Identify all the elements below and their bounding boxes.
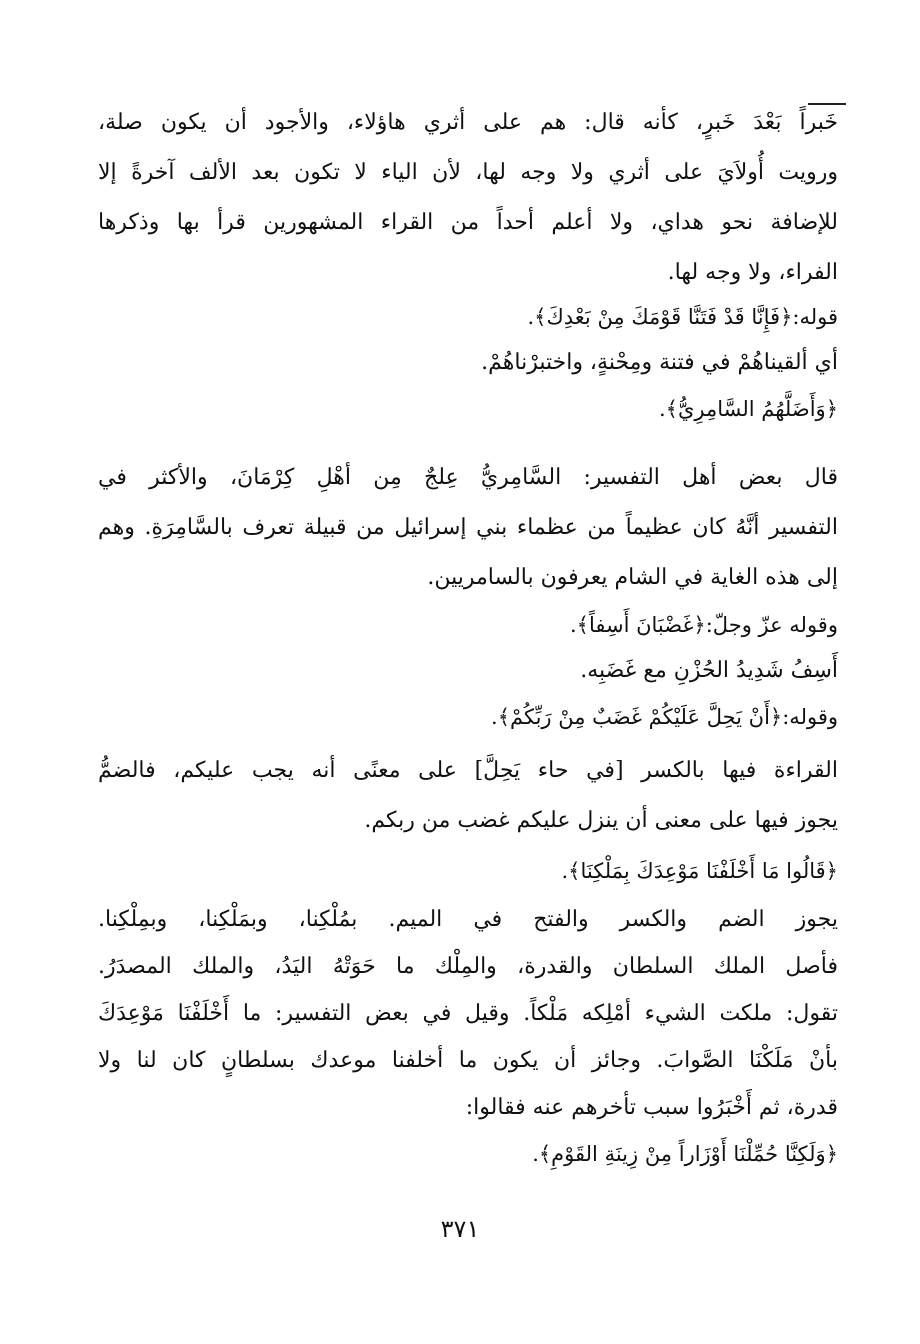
paragraph-verse-mawid bbox=[98, 846, 838, 896]
text-line: إلى هذه الغاية في الشام يعرفون بالسامريين. bbox=[427, 565, 838, 590]
text-line: قدرة، ثم أَخْبَرُوا سبب تأخرهم عنه فقالوا: bbox=[465, 1095, 838, 1120]
quran-verse: ﴿وَأَضَلَّهُمُ السَّامِرِيُّ﴾. bbox=[658, 397, 838, 421]
paragraph-mulk bbox=[98, 896, 838, 1178]
paragraph-qiraa bbox=[98, 746, 838, 846]
text-line: أي ألقيناهُمْ في فتنة ومِحْنةٍ، واختبرْناهُمْ. bbox=[481, 350, 838, 375]
text-line: فأصل الملك السلطان والقدرة، والمِلْك ما حَوَتْهُ اليَدُ، والملك المصدَرُ. bbox=[98, 954, 838, 979]
text-line: القراءة فيها بالكسر [في حاء يَحِلَّ] على معنًى أنه يجب عليكم، فالضمُّ bbox=[98, 758, 838, 783]
quran-verse: ﴿قَالُوا مَا أَخْلَفْنَا مَوْعِدَكَ بِمَلْكِنَا﴾. bbox=[561, 859, 838, 883]
text-line: أَسِفُ شَدِيدُ الحُزْنِ مع غَضَبِه. bbox=[580, 658, 838, 683]
text-line: التفسير أنَّهُ كان عظيماً من عظماء بني إسرائيل من قبيلة تعرف بالسَّامِرَةِ. وهم bbox=[98, 515, 838, 540]
quran-verse: قوله:﴿فَإِنَّا قَدْ فَتَنَّا قَوْمَكَ مِنْ بَعْدِكَ﴾. bbox=[527, 305, 838, 329]
text-line: قال بعض أهل التفسير: السَّامِريُّ عِلجٌ مِن أهْلِ كِرْمَانَ، والأكثر في bbox=[98, 465, 838, 490]
page-number: ٣٧١ bbox=[440, 1215, 480, 1243]
text-line: يجوز فيها على معنى أن ينزل عليكم غضب من ربكم. bbox=[364, 808, 838, 833]
paragraph-ghadban bbox=[98, 602, 838, 740]
text-line: بأنْ مَلَكْنَا الصَّوابَ. وجائز أن يكون ما أخلفنا موعدك بسلطانٍ كان لنا ولا bbox=[98, 1048, 838, 1073]
quran-verse: وقوله:﴿أَنْ يَحِلَّ عَلَيْكُمْ غَضَبٌ مِنْ رَبِّكُمْ﴾. bbox=[491, 705, 838, 729]
paragraph-samiri bbox=[98, 453, 838, 603]
quran-verse: وقوله عزّ وجلّ:﴿غَضْبَانَ أَسِفاً﴾. bbox=[569, 613, 838, 637]
quran-verse: ﴿وَلَكِنَّا حُمِّلْنَا أَوْزَاراً مِنْ زِينَةِ القَوْمِ﴾. bbox=[532, 1142, 838, 1166]
paragraph-verse-fitna bbox=[98, 294, 838, 432]
text-line: للإضافة نحو هداي، ولا أعلم أحداً من القراء المشهورين قرأ بها وذكرها bbox=[98, 210, 838, 235]
text-line: يجوز الضم والكسر والفتح في الميم. بمُلْكِنا، وبمَلْكِنا، وبمِلْكِنا. bbox=[98, 907, 838, 932]
paragraph-intro bbox=[98, 98, 838, 298]
text-line: خَبراً بَعْدَ خَبرٍ، كأنه قال: هم على أثري هاؤلاء، والأجود أن يكون صلة، bbox=[98, 110, 838, 135]
text-line: الفراء، ولا وجه لها. bbox=[667, 260, 838, 285]
text-line: تقول: ملكت الشيء أمْلِكه مَلْكاً. وقيل في بعض التفسير: ما أَخْلَفْنَا مَوْعِدَكَ bbox=[98, 1001, 838, 1026]
text-line: ورويت أُولاَيَ على أثري ولا وجه لها، لأن الياء لا تكون بعد الألف آخرةً إلا bbox=[98, 160, 838, 185]
